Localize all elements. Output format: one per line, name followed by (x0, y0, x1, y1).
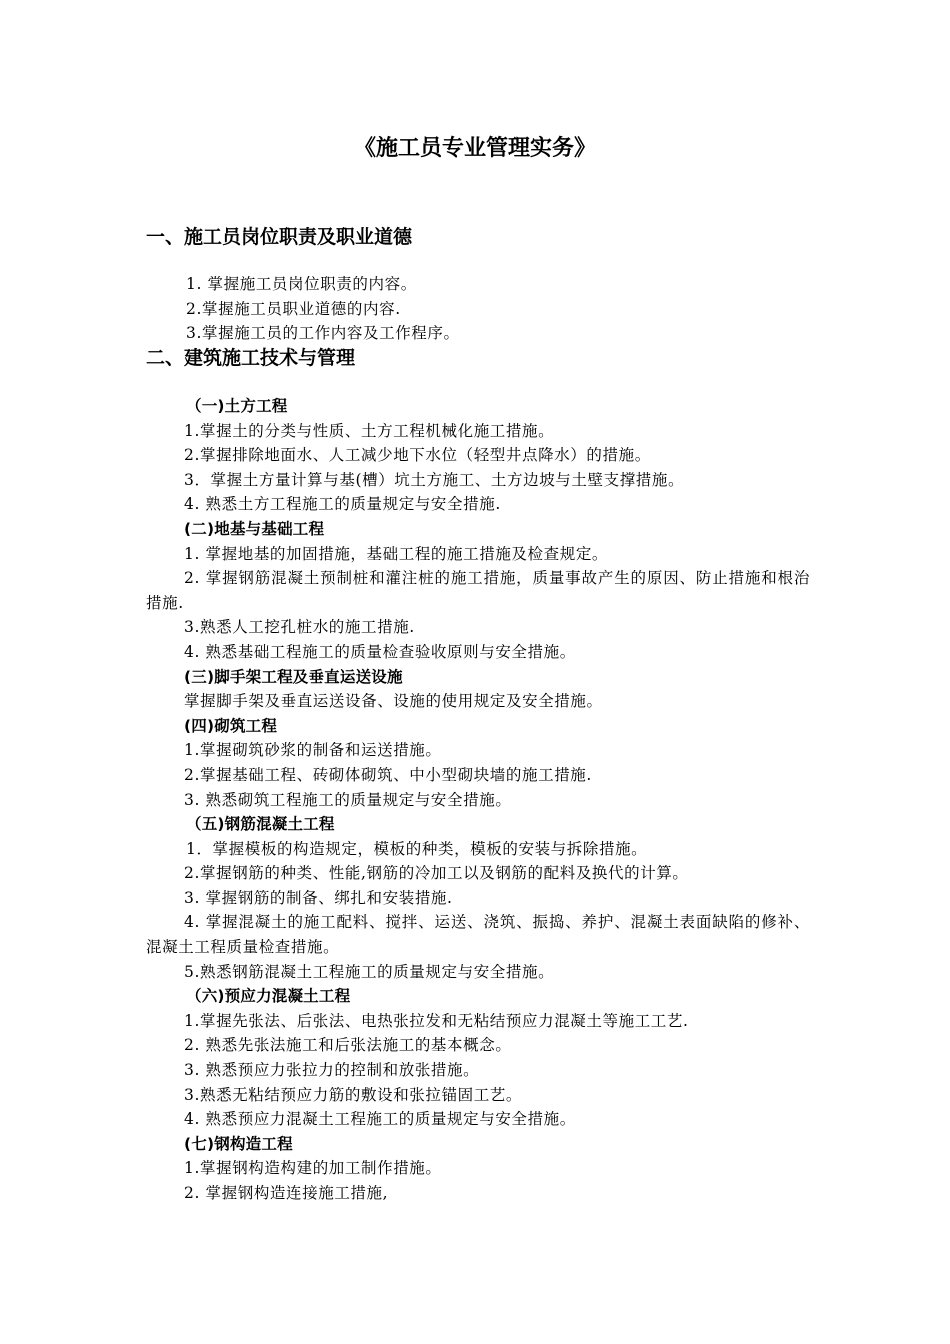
list-item: 3.熟悉人工挖孔桩水的施工措施. (184, 618, 415, 637)
list-item: 4. 熟悉土方工程施工的质量规定与安全措施. (184, 495, 501, 514)
list-item: 4. 熟悉预应力混凝土工程施工的质量规定与安全措施。 (184, 1110, 576, 1129)
subsection-heading: （一)土方工程 (186, 397, 288, 415)
list-item: 2.掌握钢筋的种类、性能,钢筋的冷加工以及钢筋的配料及换代的计算。 (184, 864, 689, 883)
list-item: 1．掌握模板的构造规定，模板的种类，模板的安装与拆除措施。 (186, 839, 648, 858)
list-item: 1.掌握土的分类与性质、土方工程机械化施工措施。 (184, 421, 555, 440)
list-item: 3．掌握土方量计算与基(槽）坑土方施工、土方边坡与土壁支撑措施。 (184, 470, 685, 489)
list-item: 5.熟悉钢筋混凝土工程施工的质量规定与安全措施。 (184, 962, 555, 981)
list-item: 1.掌握钢构造构建的加工制作措施。 (184, 1159, 442, 1178)
section-heading-1: 一、施工员岗位职责及职业道德 (146, 226, 413, 248)
list-item: 2. 掌握钢筋混凝土预制桩和灌注桩的施工措施，质量事故产生的原因、防止措施和根治措施. (146, 569, 810, 612)
list-item: 3.熟悉无粘结预应力筋的敷设和张拉锚固工艺。 (184, 1085, 522, 1104)
list-item: 2.掌握基础工程、砖砌体砌筑、中小型砌块墙的施工措施. (184, 765, 592, 784)
subsection-heading: （六)预应力混凝土工程 (186, 987, 351, 1006)
list-item: 3. 熟悉预应力张拉力的控制和放张措施。 (184, 1061, 480, 1080)
document-title: 《施工员专业管理实务》 (353, 136, 596, 161)
section-2-list (146, 394, 810, 1206)
list-item: 1.掌握先张法、后张法、电热张拉发和无粘结预应力混凝土等施工工艺. (184, 1011, 689, 1030)
list-item: 3.掌握施工员的工作内容及工作程序。 (186, 324, 460, 343)
subsection-heading: （五)钢筋混凝土工程 (186, 815, 335, 834)
list-item: 2.掌握施工员职业道德的内容. (186, 299, 401, 318)
list-item: 2.掌握排除地面水、人工减少地下水位（轻型井点降水）的措施。 (184, 446, 651, 465)
section-1-list (146, 272, 810, 346)
list-item: 3. 掌握钢筋的制备、绑扎和安装措施. (184, 888, 453, 907)
list-item: 1.掌握砌筑砂浆的制备和运送措施。 (184, 741, 442, 760)
list-item: 4. 掌握混凝土的施工配料、搅拌、运送、浇筑、振捣、养护、混凝土表面缺陷的修补、混凝土工程质量检查措施。 (146, 913, 810, 957)
list-item: 2. 熟悉先张法施工和后张法施工的基本概念。 (184, 1036, 512, 1055)
subsection-heading: (二)地基与基础工程 (184, 519, 325, 538)
section-heading-2: 二、建筑施工技术与管理 (146, 347, 356, 369)
subsection-heading: (四)砌筑工程 (184, 716, 278, 735)
list-item: 4. 熟悉基础工程施工的质量检查验收原则与安全措施。 (184, 642, 576, 661)
list-item: 2. 掌握钢构造连接施工措施, (184, 1184, 389, 1202)
subsection-heading: (七)钢构造工程 (184, 1134, 293, 1153)
list-item: 1. 掌握地基的加固措施，基础工程的施工措施及检查规定。 (184, 544, 609, 563)
list-item: 掌握脚手架及垂直运送设备、设施的使用规定及安全措施。 (184, 692, 603, 711)
list-item: 1. 掌握施工员岗位职责的内容。 (186, 275, 417, 293)
list-item: 3. 熟悉砌筑工程施工的质量规定与安全措施。 (184, 790, 512, 809)
subsection-heading: (三)脚手架工程及垂直运送设施 (184, 667, 403, 686)
